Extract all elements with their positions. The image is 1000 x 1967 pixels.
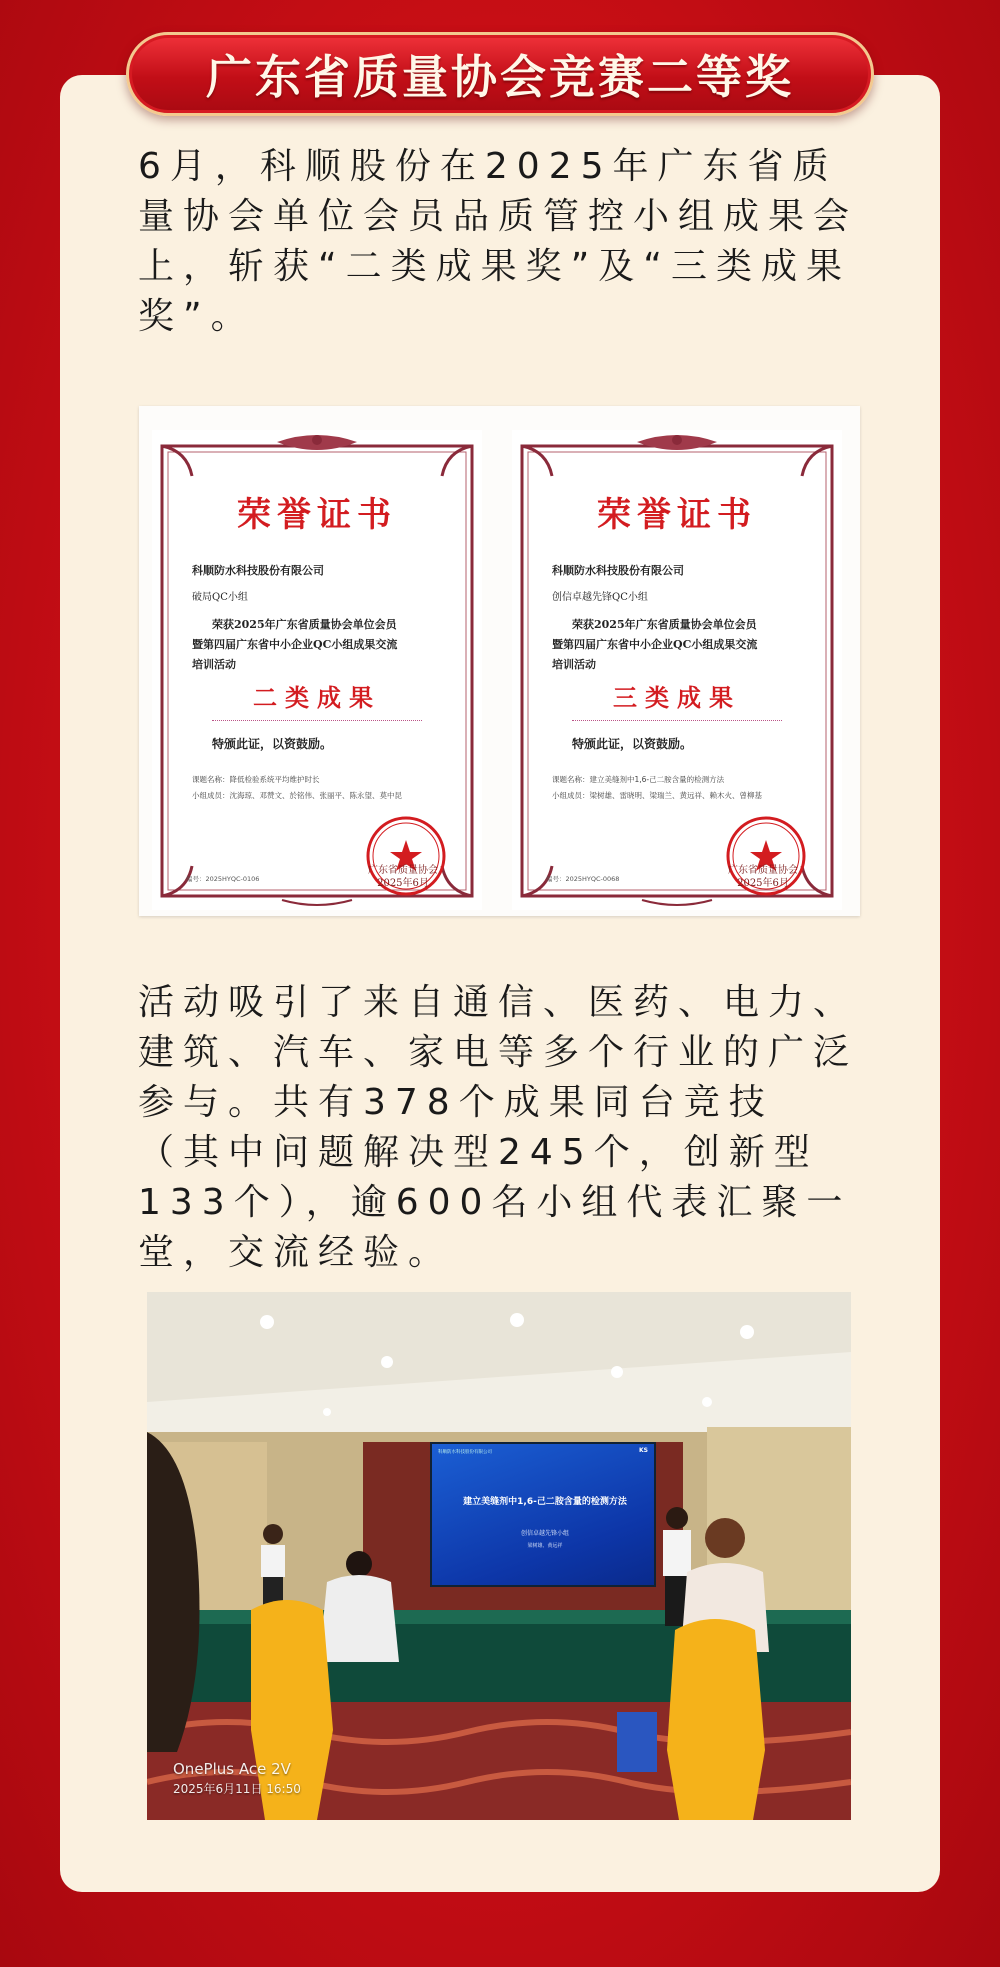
certificate-company: 科顺防水科技股份有限公司 [552, 564, 684, 577]
certificate-honor-line-3: 培训活动 [192, 658, 236, 671]
watermark-date: 2025年6月11日 16:50 [173, 1782, 301, 1796]
certificate-honor-line-2: 暨第四届广东省中小企业QC小组成果交流 [192, 638, 398, 651]
slide-logo: KS [639, 1447, 648, 1454]
certificate-honor-line-2: 暨第四届广东省中小企业QC小组成果交流 [552, 638, 758, 651]
certificate-members: 小组成员：梁树雄、雷晓明、梁瑞兰、黄远祥、赖木火、曾柳基 [552, 791, 762, 800]
projector-screen [430, 1442, 656, 1587]
certificate-divider [212, 720, 422, 721]
certificate-number: 编号：2025HYQC-0068 [546, 875, 620, 883]
page-title: 广东省质量协会竞赛二等奖 [206, 50, 794, 104]
certificate-special: 特颁此证，以资鼓励。 [572, 737, 693, 751]
seal-caption [348, 864, 458, 890]
certificate-honor-line-1: 荣获2025年广东省质量协会单位会员 [212, 618, 397, 631]
event-photo [147, 1292, 851, 1820]
certificate-team: 破局QC小组 [192, 592, 248, 603]
intro-paragraph: 6月，科顺股份在2025年广东省质量协会单位会员品质管控小组成果会上，斩获“二类成果奖”及“三类成果奖”。 [138, 146, 859, 337]
certificates-image [139, 406, 860, 916]
certificate-divider [572, 720, 782, 721]
certificate-number: 编号：2025HYQC-0106 [186, 875, 260, 883]
certificate-award: 二类成果 [253, 684, 381, 712]
certificate-members: 小组成员：沈海琼、邓赞文、於铭伟、张丽平、陈永望、莫中昆 [192, 791, 402, 800]
slide-header: 科顺防水科技股份有限公司 [438, 1450, 492, 1455]
seal-caption [708, 864, 818, 890]
certificate-company: 科顺防水科技股份有限公司 [192, 564, 324, 577]
certificate-third-class [512, 430, 842, 910]
seal-date: 2025年6月 [377, 878, 429, 889]
slide-names: 梁树雄、黄远祥 [527, 1543, 563, 1549]
slide-team: 创信卓越先锋小组 [520, 1530, 569, 1537]
certificate-title: 荣誉证书 [597, 495, 757, 535]
seal-org: 广东省质量协会 [368, 865, 438, 876]
title-banner [126, 32, 874, 116]
seal-date: 2025年6月 [737, 878, 789, 889]
certificate-topic: 课题名称：建立美缝剂中1,6-己二胺含量的检测方法 [552, 775, 725, 784]
certificate-award: 三类成果 [613, 684, 741, 712]
certificate-honor-line-3: 培训活动 [552, 658, 596, 671]
photo-watermark [173, 1760, 301, 1797]
seal-org: 广东省质量协会 [728, 865, 798, 876]
watermark-model: OnePlus Ace 2V [173, 1760, 291, 1778]
certificate-honor-line-1: 荣获2025年广东省质量协会单位会员 [572, 618, 757, 631]
certificate-title: 荣誉证书 [237, 495, 397, 535]
activity-paragraph: 活动吸引了来自通信、医药、电力、建筑、汽车、家电等多个行业的广泛参与。共有378个成果同台竞技（其中问题解决型245个，创新型133个），逾600名小组代表汇聚一堂，交流经验。 [138, 982, 859, 1273]
slide-title: 建立美缝剂中1,6-己二胺含量的检测方法 [463, 1497, 627, 1507]
certificate-second-class [152, 430, 482, 910]
certificate-special: 特颁此证，以资鼓励。 [212, 737, 333, 751]
certificate-topic: 课题名称：降低检验系统平均维护时长 [192, 775, 320, 784]
certificate-team: 创信卓越先锋QC小组 [552, 592, 648, 603]
